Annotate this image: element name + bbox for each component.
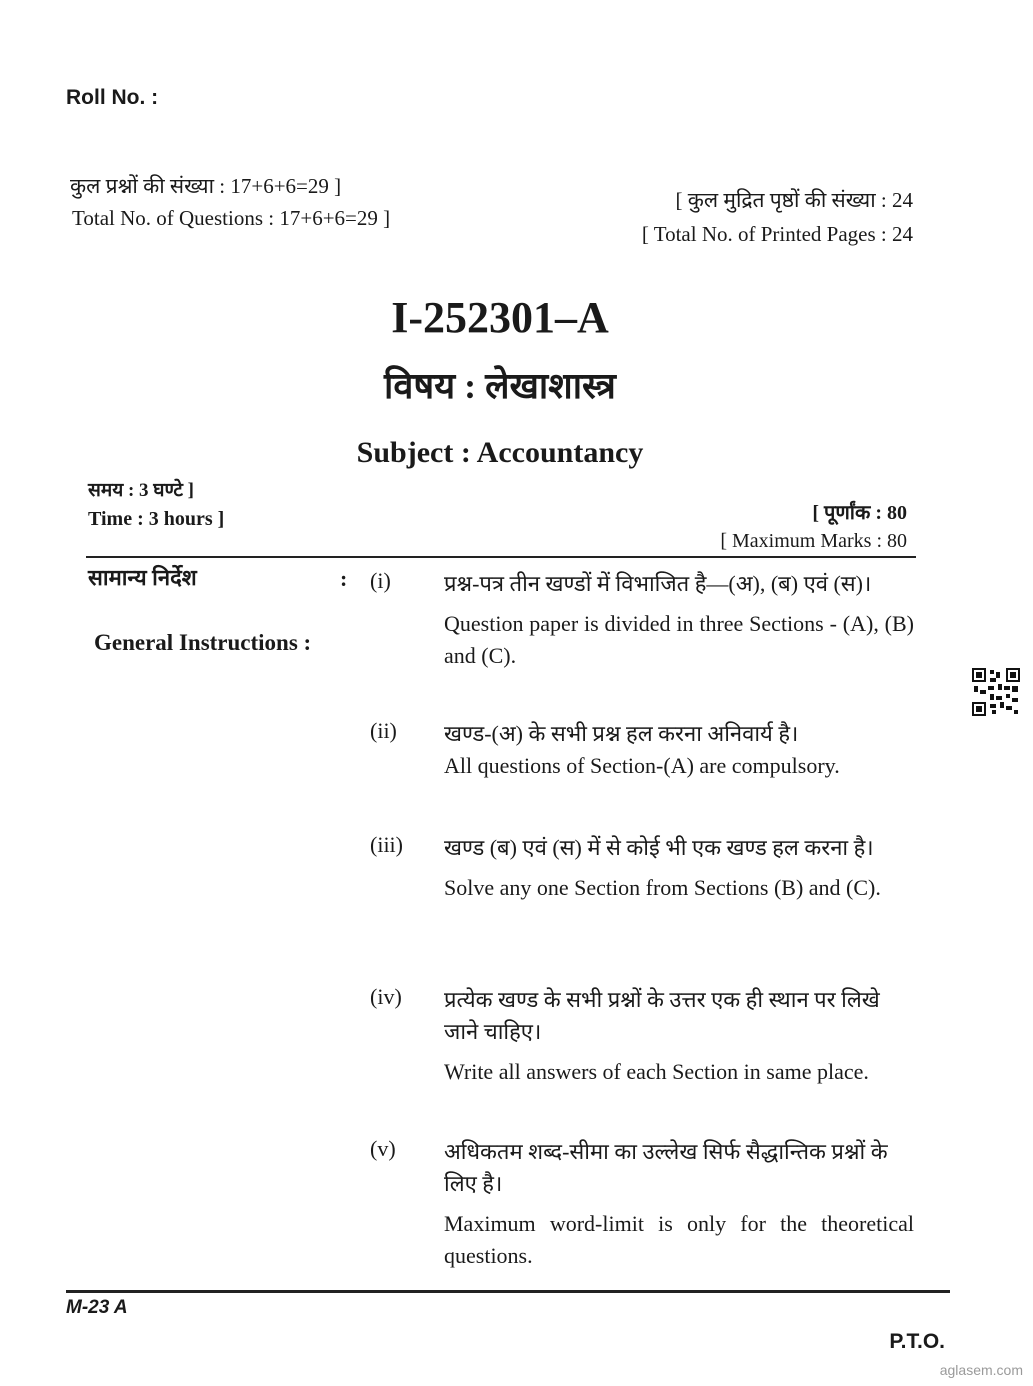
footer-paper-code: M-23 A	[66, 1297, 128, 1318]
printed-pages-hindi: [ कुल मुद्रित पृष्ठों की संख्या : 24	[675, 188, 913, 212]
pto-label: P.T.O.	[889, 1330, 945, 1353]
instruction-number: (iii)	[370, 832, 403, 857]
instruction-text-english: Solve any one Section from Sections (B) and (C).	[444, 875, 881, 900]
qr-code-icon	[972, 668, 1020, 716]
question-count-hindi: कुल प्रश्नों की संख्या : 17+6+6=29 ]	[70, 174, 342, 198]
instruction-text-hindi: प्रत्येक खण्ड के सभी प्रश्नों के उत्तर एक ही स्थान पर लिखे जाने चाहिए।	[444, 987, 880, 1044]
instruction-text-hindi: खण्ड (ब) एवं (स) में से कोई भी एक खण्ड हल करना है।	[444, 835, 874, 860]
paper-code: I-252301–A	[391, 293, 609, 342]
instruction-text-english: All questions of Section-(A) are compulsory.	[444, 753, 840, 778]
max-marks-hindi: [ पूर्णांक : 80	[812, 502, 907, 524]
printed-pages-english: [ Total No. of Printed Pages : 24	[641, 222, 913, 246]
max-marks-english: [ Maximum Marks : 80	[720, 530, 907, 552]
instruction-text-hindi: प्रश्न-पत्र तीन खण्डों में विभाजित है—(अ), (ब) एवं (स)।	[444, 571, 872, 596]
instruction-number: (iv)	[370, 984, 402, 1009]
subject-english: Subject : Accountancy	[356, 436, 644, 469]
instruction-number: (v)	[370, 1136, 396, 1161]
instruction-text-english: Maximum word-limit is only for the theoretical questions.	[444, 1211, 914, 1268]
instruction-number: (ii)	[370, 718, 397, 743]
roll-no-label: Roll No. :	[66, 86, 159, 109]
time-english: Time : 3 hours ]	[88, 508, 225, 530]
general-instructions-colon: :	[340, 566, 348, 591]
question-count-english: Total No. of Questions : 17+6+6=29 ]	[72, 206, 391, 230]
general-instructions-label-english: General Instructions :	[94, 630, 312, 655]
general-instructions-label-hindi: सामान्य निर्देश	[88, 565, 197, 590]
instruction-text-english: Question paper is divided in three Sections - (A), (B) and (C).	[444, 611, 914, 668]
instruction-text-english: Write all answers of each Section in same place.	[444, 1059, 869, 1084]
instruction-text-hindi: खण्ड-(अ) के सभी प्रश्न हल करना अनिवार्य है।	[444, 721, 799, 746]
time-hindi: समय : 3 घण्टे ]	[88, 480, 195, 501]
footer-divider	[66, 1290, 950, 1293]
header-divider	[86, 556, 916, 558]
subject-hindi: विषय : लेखाशास्त्र	[384, 366, 616, 406]
instruction-text-hindi: अधिकतम शब्द-सीमा का उल्लेख सिर्फ सैद्धान्तिक प्रश्नों के लिए है।	[444, 1139, 888, 1196]
instruction-number: (i)	[370, 568, 391, 593]
watermark-text: aglasem.com	[939, 1362, 1023, 1378]
